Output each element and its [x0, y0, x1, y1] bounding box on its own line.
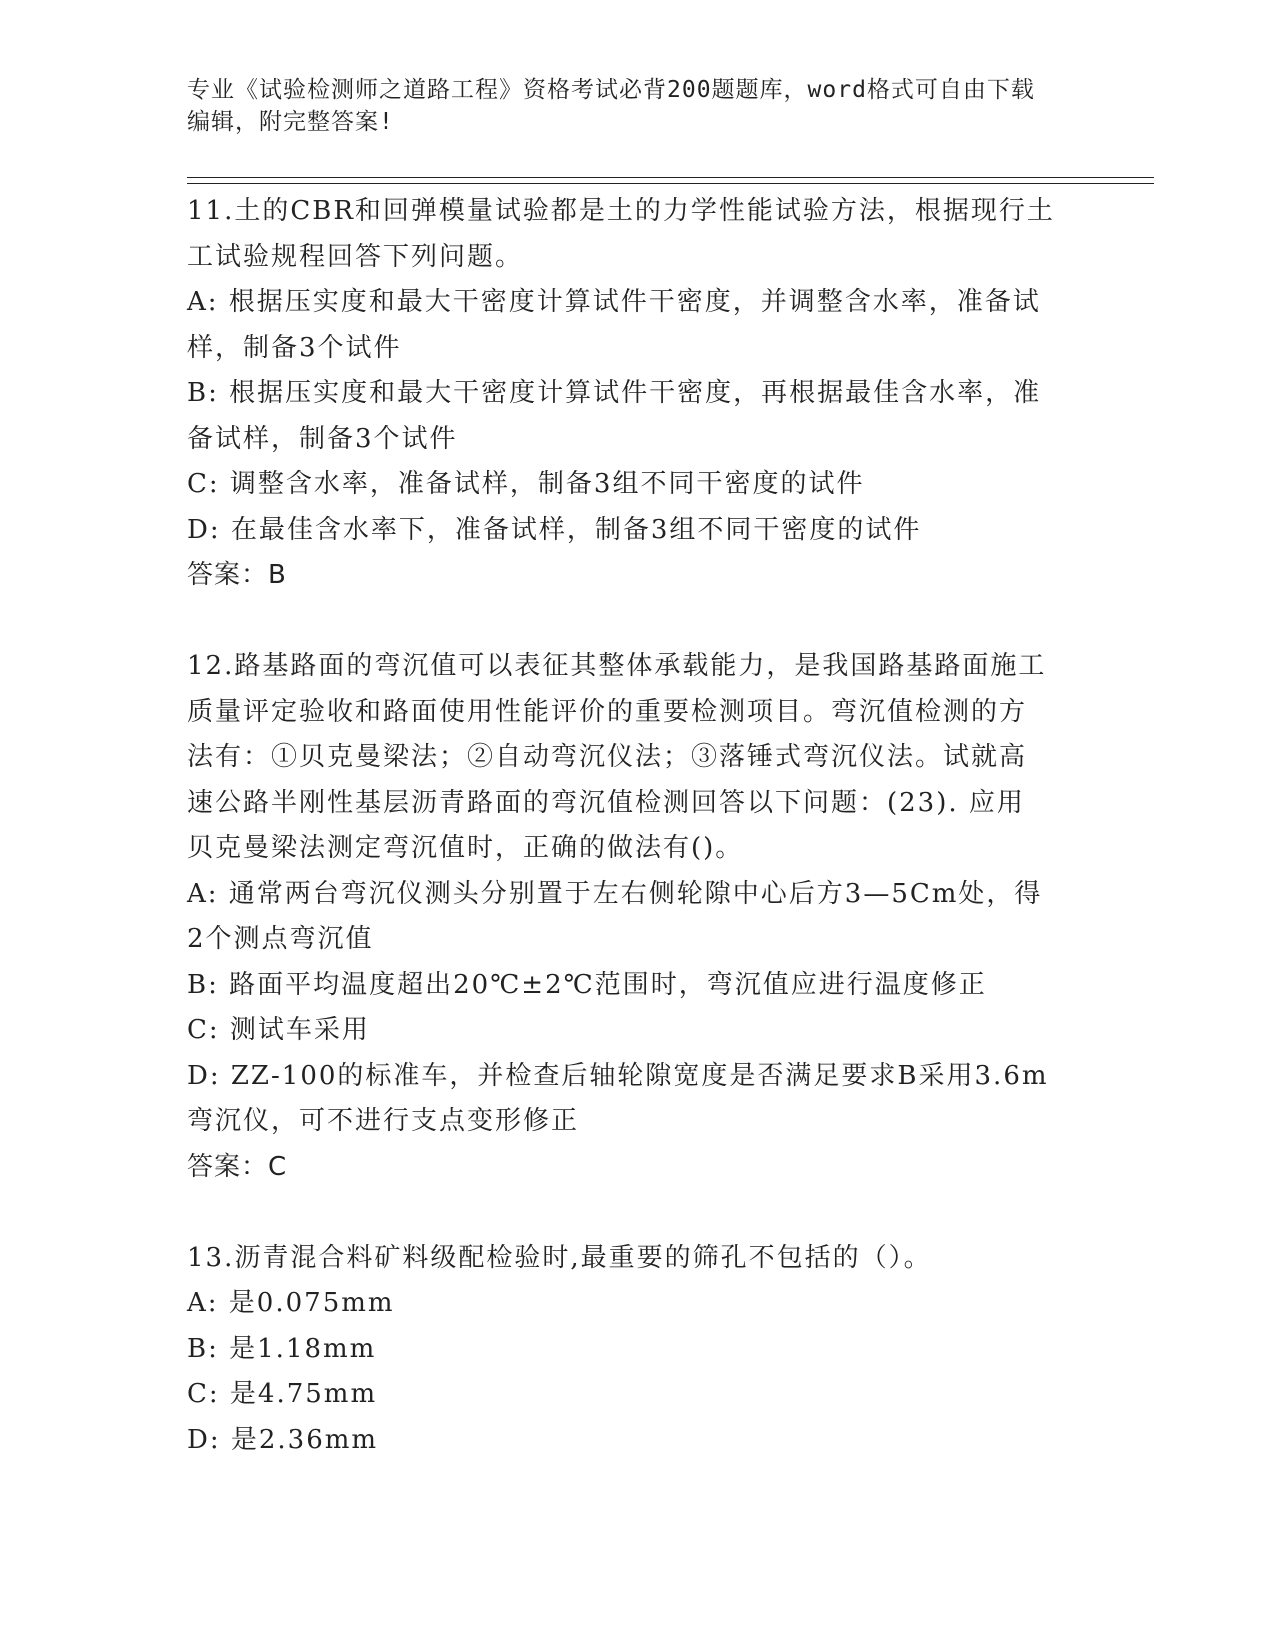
option-b-line: B: 根据压实度和最大干密度计算试件干密度，再根据最佳含水率，准: [187, 378, 1042, 408]
question-spacer: [187, 1190, 1087, 1236]
option-d-line: 弯沉仪，可不进行支点变形修正: [187, 1106, 580, 1136]
option-b-line: B: 路面平均温度超出20℃±2℃范围时，弯沉值应进行温度修正: [187, 969, 987, 1000]
question-stem-line: 法有：①贝克曼梁法；②自动弯沉仪法；③落锤式弯沉仪法。试就高: [187, 742, 1028, 772]
answer-label: 答案：C: [187, 1151, 288, 1182]
question-stem-line: 质量评定验收和路面使用性能评价的重要检测项目。弯沉值检测的方: [187, 696, 1028, 727]
option-a-line: A: 是0.075mm: [187, 1288, 395, 1318]
option-b-line: 备试样，制备3个试件: [187, 423, 458, 454]
option-a-line: 2个测点弯沉值: [187, 924, 374, 954]
question-11: [187, 189, 1087, 599]
document-header: [187, 74, 1067, 138]
question-stem-line: 速公路半刚性基层沥青路面的弯沉值检测回答以下问题：(23). 应用: [187, 787, 1025, 818]
header-divider-top: [187, 177, 1154, 178]
header-title-line-1: 专业《试验检测师之道路工程》资格考试必背200题题库，word格式可自由下载: [187, 77, 1035, 103]
question-spacer: [187, 599, 1087, 645]
header-divider-bottom: [187, 183, 1154, 184]
header-title-line-2: 编辑，附完整答案!: [187, 109, 394, 135]
question-stem-line: 11.土的CBR和回弹模量试验都是土的力学性能试验方法，根据现行土: [187, 196, 1055, 226]
option-c-line: C: 测试车采用: [187, 1015, 370, 1045]
option-a-line: A: 根据压实度和最大干密度计算试件干密度，并调整含水率，准备试: [187, 287, 1041, 317]
option-b-line: B: 是1.18mm: [187, 1333, 377, 1364]
question-list: [187, 189, 1087, 1463]
option-a-line: A: 通常两台弯沉仪测头分别置于左右侧轮隙中心后方3—5Cm处，得: [187, 878, 1043, 909]
option-d-line: D: ZZ-100的标准车，并检查后轴轮隙宽度是否满足要求B采用3.6m: [187, 1060, 1049, 1091]
answer-label: 答案：B: [187, 560, 287, 590]
option-d-line: D: 是2.36mm: [187, 1424, 379, 1455]
option-a-line: 样，制备3个试件: [187, 332, 402, 363]
question-stem-line: 12.路基路面的弯沉值可以表征其整体承载能力，是我国路基路面施工: [187, 651, 1047, 681]
option-c-line: C: 调整含水率，准备试样，制备3组不同干密度的试件: [187, 469, 865, 499]
option-d-line: D: 在最佳含水率下，准备试样，制备3组不同干密度的试件: [187, 514, 922, 545]
option-c-line: C: 是4.75mm: [187, 1379, 378, 1409]
question-stem-line: 13.沥青混合料矿料级配检验时,最重要的筛孔不包括的（）。: [187, 1242, 932, 1273]
question-13: [187, 1236, 1087, 1464]
question-stem-line: 工试验规程回答下列问题。: [187, 241, 524, 272]
question-12: [187, 644, 1087, 1190]
question-stem-line: 贝克曼梁法测定弯沉值时，正确的做法有()。: [187, 833, 744, 863]
